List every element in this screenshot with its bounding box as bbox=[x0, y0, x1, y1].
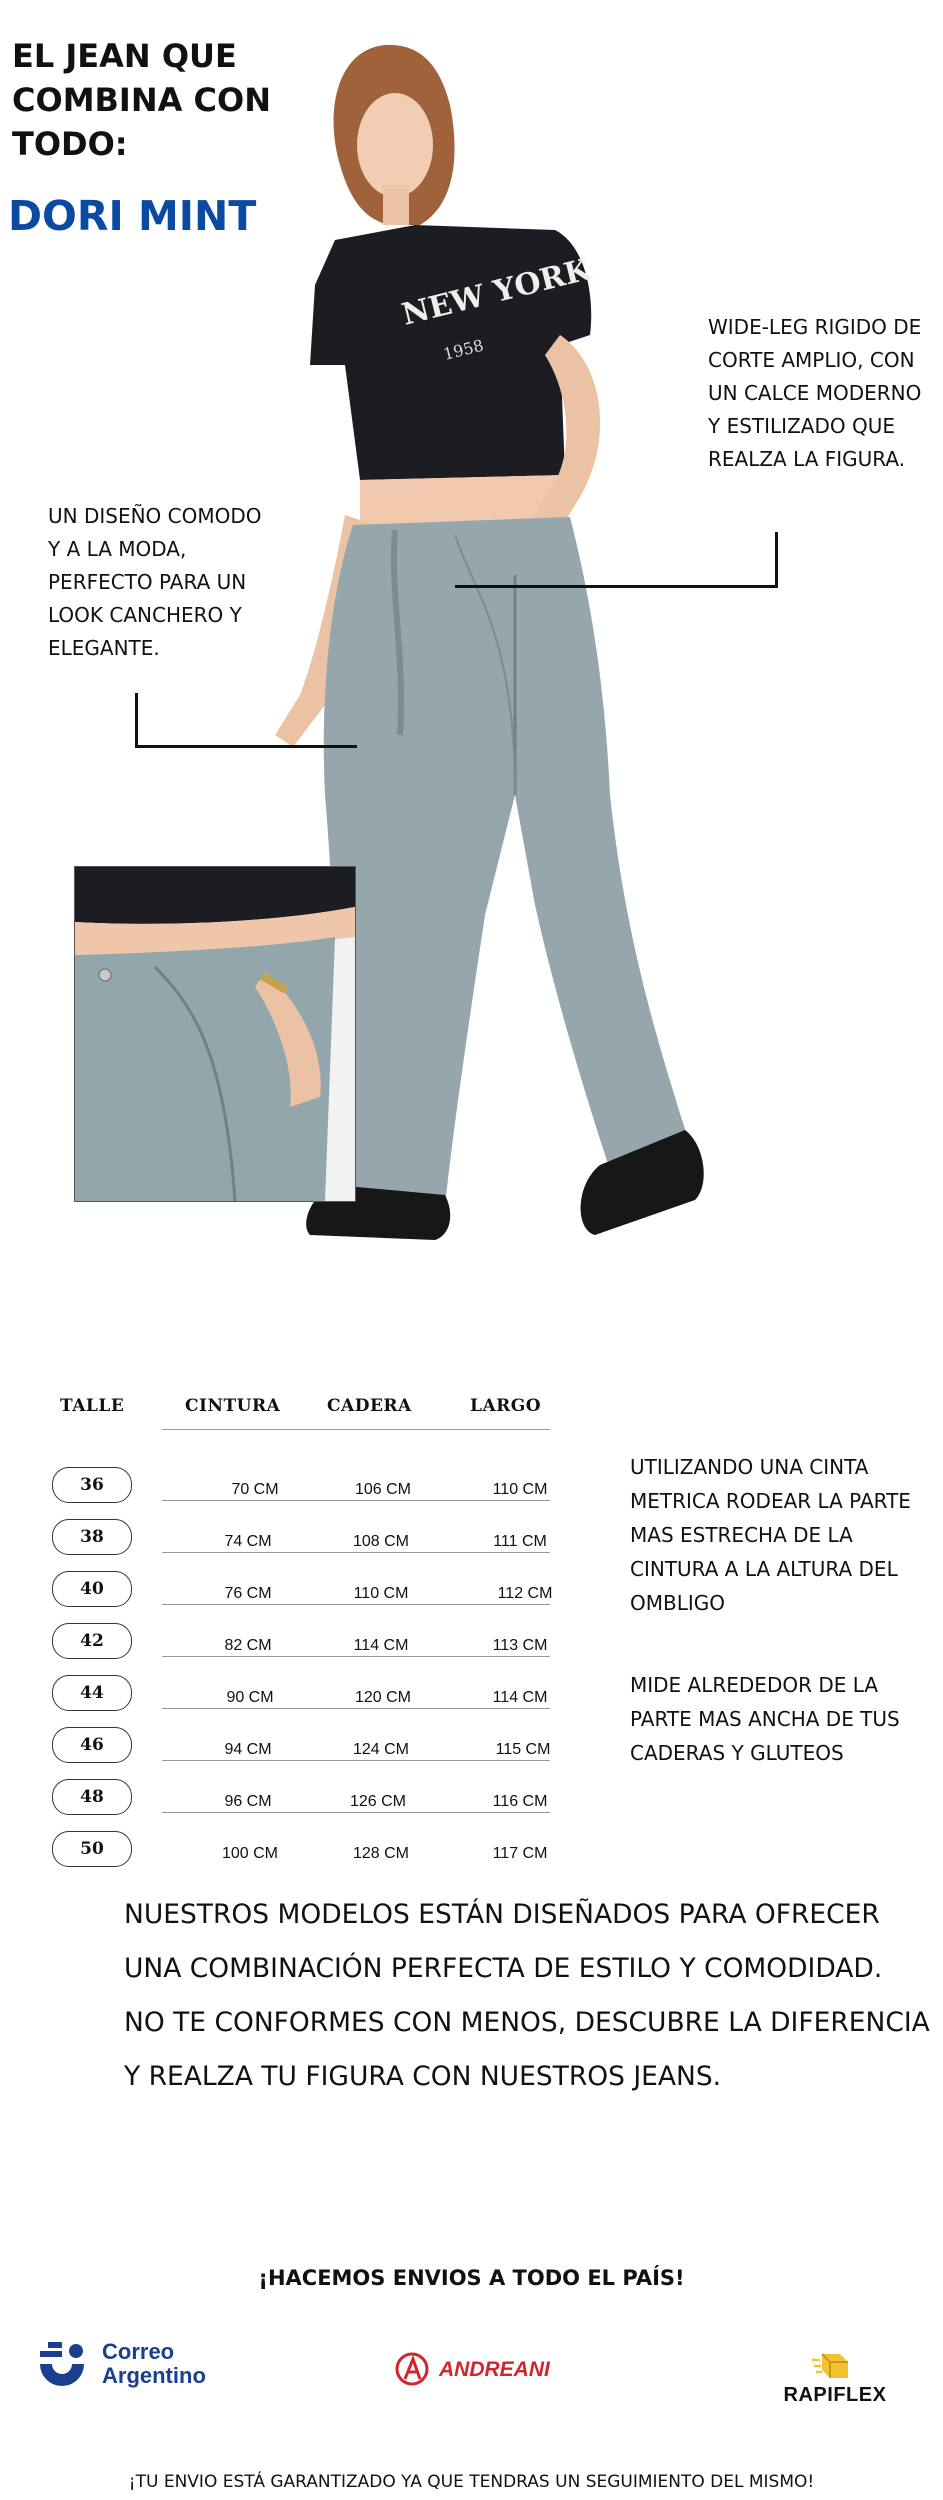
length-cell: 113 CM bbox=[492, 1637, 548, 1654]
row-divider bbox=[162, 1760, 550, 1761]
brand-tagline bbox=[124, 1888, 930, 2104]
row-divider bbox=[162, 1812, 550, 1813]
size-pill: 36 bbox=[52, 1467, 132, 1503]
waist-measure-note: UTILIZANDO UNA CINTA METRICA RODEAR LA PARTE MAS ESTRECHA DE LA CINTURA A LA ALTURA DEL OMBLIGO bbox=[630, 1455, 911, 1615]
hip-cell: 114 CM bbox=[353, 1637, 409, 1654]
callout-comfort-description: UN DISEÑO COMODO Y A LA MODA, PERFECTO PARA UN LOOK CANCHERO Y ELEGANTE. bbox=[48, 504, 262, 660]
hip-cell: 106 CM bbox=[354, 1481, 412, 1498]
size-pill: 38 bbox=[52, 1519, 132, 1555]
rapiflex-box-icon bbox=[812, 2350, 858, 2380]
andreani-icon bbox=[395, 2352, 431, 2386]
size-pill: 50 bbox=[52, 1831, 132, 1867]
callout-right-leader-horizontal bbox=[455, 585, 778, 588]
header-divider bbox=[162, 1429, 550, 1430]
andreani-logo bbox=[395, 2352, 575, 2388]
length-cell: 111 CM bbox=[493, 1533, 547, 1550]
waist-cell: 100 CM bbox=[221, 1845, 279, 1862]
tagline-line: UNA COMBINACIÓN PERFECTA DE ESTILO Y COMODIDAD. bbox=[124, 1953, 883, 1984]
length-cell: 117 CM bbox=[492, 1845, 548, 1862]
callout-fit-description: WIDE-LEG RIGIDO DE CORTE AMPLIO, CON UN CALCE MODERNO Y ESTILIZADO QUE REALZA LA FIGURA. bbox=[708, 315, 922, 471]
model-name: DORI MINT bbox=[8, 192, 257, 240]
waist-cell: 70 CM bbox=[231, 1481, 279, 1498]
shipping-title: ¡HACEMOS ENVIOS A TODO EL PAÍS! bbox=[258, 2266, 685, 2290]
header-talle: TALLE bbox=[60, 1396, 125, 1416]
hip-cell: 120 CM bbox=[354, 1689, 412, 1706]
hip-measure-note: MIDE ALREDEDOR DE LA PARTE MAS ANCHA DE TUS CADERAS Y GLUTEOS bbox=[630, 1673, 900, 1765]
hip-cell: 108 CM bbox=[352, 1533, 410, 1550]
headline: EL JEAN QUE COMBINA CON TODO: bbox=[12, 37, 271, 163]
row-divider bbox=[162, 1708, 550, 1709]
callout-right-leader-vertical bbox=[775, 532, 778, 588]
rapiflex-logo bbox=[770, 2350, 910, 2420]
length-cell: 114 CM bbox=[492, 1689, 548, 1706]
correo-argentino-icon bbox=[36, 2342, 96, 2386]
length-cell: 112 CM bbox=[497, 1585, 553, 1602]
waist-cell: 74 CM bbox=[224, 1533, 272, 1550]
size-pill: 40 bbox=[52, 1571, 132, 1607]
callout-left-leader-horizontal bbox=[135, 745, 357, 748]
waist-cell: 94 CM bbox=[224, 1741, 272, 1758]
header-cadera: CADERA bbox=[327, 1396, 412, 1416]
hip-cell: 124 CM bbox=[352, 1741, 410, 1758]
shirt-print: NEW YORK bbox=[398, 252, 595, 333]
rapiflex-word: RAPIFLEX bbox=[783, 2384, 887, 2406]
shipping-guarantee-note: ¡TU ENVIO ESTÁ GARANTIZADO YA QUE TENDRAS UN SEGUIMIENTO DEL MISMO! bbox=[128, 2472, 815, 2492]
length-cell: 110 CM bbox=[492, 1481, 548, 1498]
argentino-word: Argentino bbox=[102, 2363, 206, 2388]
length-cell: 115 CM bbox=[495, 1741, 551, 1758]
waist-cell: 76 CM bbox=[224, 1585, 272, 1602]
waist-cell: 96 CM bbox=[224, 1793, 272, 1810]
callout-left-leader-vertical bbox=[135, 693, 138, 748]
row-divider bbox=[162, 1604, 550, 1605]
detail-inset-photo bbox=[74, 866, 356, 1202]
tagline-line: NUESTROS MODELOS ESTÁN DISEÑADOS PARA OFRECER bbox=[124, 1899, 880, 1930]
size-pill: 42 bbox=[52, 1623, 132, 1659]
waist-cell: 90 CM bbox=[226, 1689, 274, 1706]
correo-word: Correo bbox=[102, 2339, 175, 2364]
header-cintura: CINTURA bbox=[185, 1396, 281, 1416]
correo-argentino-logo bbox=[36, 2338, 236, 2392]
length-cell: 116 CM bbox=[492, 1793, 548, 1810]
hip-cell: 126 CM bbox=[349, 1793, 407, 1810]
shirt-print-sub: 1958 bbox=[441, 335, 486, 364]
size-pill: 46 bbox=[52, 1727, 132, 1763]
size-pill: 48 bbox=[52, 1779, 132, 1815]
row-divider bbox=[162, 1552, 550, 1553]
andreani-word: ANDREANI bbox=[439, 2358, 550, 2381]
tagline-line: NO TE CONFORMES CON MENOS, DESCUBRE LA DIFERENCIA bbox=[124, 2007, 930, 2038]
hip-cell: 128 CM bbox=[352, 1845, 410, 1862]
size-pill: 44 bbox=[52, 1675, 132, 1711]
hip-cell: 110 CM bbox=[353, 1585, 409, 1602]
row-divider bbox=[162, 1500, 550, 1501]
header-largo: LARGO bbox=[470, 1396, 542, 1416]
waist-cell: 82 CM bbox=[224, 1637, 272, 1654]
tagline-line: Y REALZA TU FIGURA CON NUESTROS JEANS. bbox=[124, 2061, 722, 2092]
row-divider bbox=[162, 1656, 550, 1657]
